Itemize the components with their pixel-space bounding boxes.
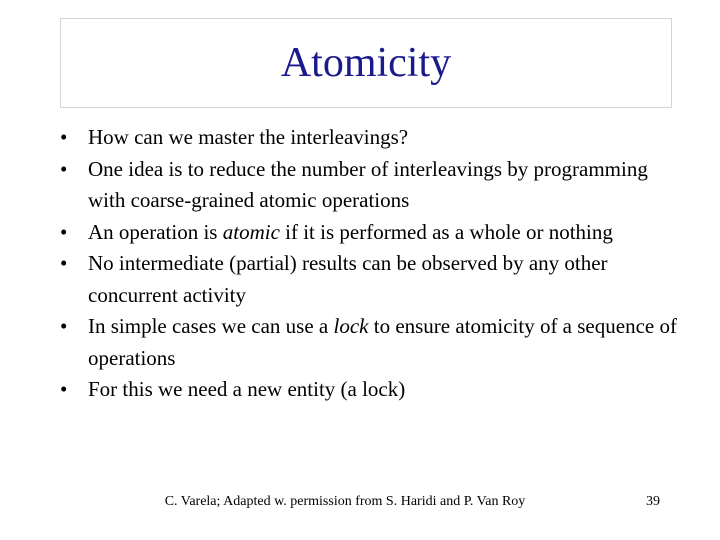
slide-footer: C. Varela; Adapted w. permission from S. Haridi and P. Van Roy	[164, 494, 526, 509]
bullet-item: • In simple cases we can use a lock to ensure atomicity of a sequence of operations	[60, 311, 680, 374]
bullet-dot-icon: •	[60, 156, 68, 181]
bullet-dot-icon: •	[60, 219, 68, 244]
bullet-item: • An operation is atomic if it is performed as a whole or nothing	[60, 217, 680, 249]
bullet-item: • No intermediate (partial) results can be observed by any other concurrent activity	[60, 248, 680, 311]
bullet-dot-icon: •	[60, 251, 68, 275]
bullet-item: • One idea is to reduce the number of interleavings by programming with coarse-grained atomic operations	[60, 154, 680, 217]
bullet-item: • For this we need a new entity (a lock)	[60, 374, 680, 406]
bullet-dot-icon: •	[60, 377, 68, 401]
bullet-dot-icon: •	[60, 314, 68, 338]
bullet-list	[60, 122, 680, 406]
title-box	[60, 18, 672, 108]
bullet-dot-icon: •	[60, 125, 68, 149]
slide-title: Atomicity	[280, 40, 452, 86]
bullet-item: • How can we master the interleavings?	[60, 122, 680, 154]
page-number: 39	[646, 494, 660, 509]
